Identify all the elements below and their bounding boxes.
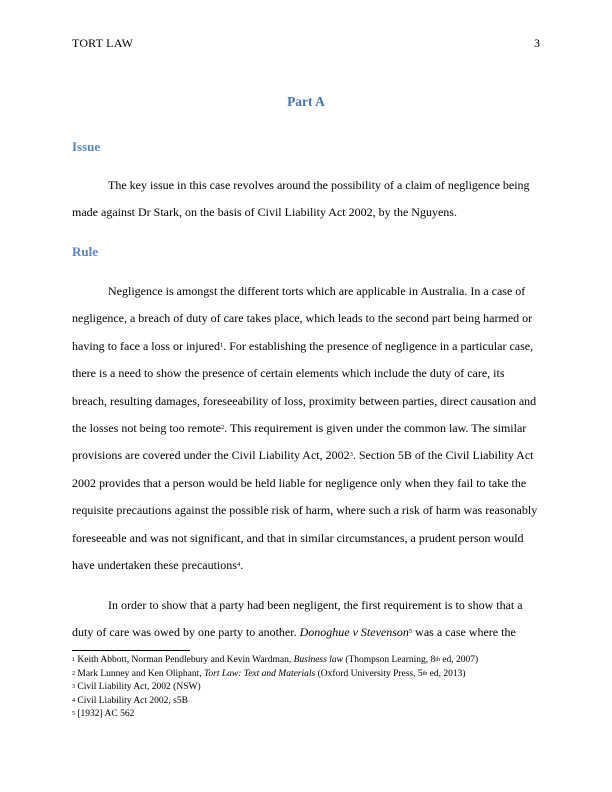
footnote-3 [72, 681, 540, 695]
text-run: . [240, 558, 244, 573]
rule-paragraph-2 [72, 592, 540, 647]
footnote-5 [72, 708, 540, 722]
footnote-text: Mark Lunney and Ken Oliphant, [75, 668, 205, 679]
footnote-1 [72, 654, 540, 668]
text-run: having to face a loss or injured [72, 338, 220, 353]
text-line [72, 552, 540, 579]
footnote-ref-5[interactable]: 5 [408, 628, 413, 636]
text-run: provisions are covered under the Civil Liability Act, 2002 [72, 448, 350, 463]
issue-heading: Issue [72, 139, 101, 154]
text-run: . This requirement is given under the common law. The similar [224, 421, 527, 436]
footnote-number: 4 [72, 697, 75, 704]
footnote-ref-1[interactable]: 1 [219, 341, 224, 349]
text-run: was a case where the [412, 625, 516, 640]
text-line [72, 619, 540, 646]
rule-heading: Rule [72, 244, 98, 259]
footnote-text: Keith Abbott, Norman Pendlebury and Kevin Wardman, [75, 655, 294, 665]
text-run: have undertaken these precautions [72, 558, 237, 573]
footnote-number: 5 [72, 711, 75, 718]
text-line [72, 442, 540, 469]
text-run: duty of care was owed by one party to another. [72, 625, 300, 640]
footnote-separator [72, 650, 190, 651]
footnote-text: [1932] AC 562 [75, 709, 135, 720]
text-line: requisite precautions against the possible risk of harm, where such a risk of harm was reasonably [72, 503, 538, 518]
text-line: breach, resulting damages, foreseeability of loss, proximity between parties, direct causation and [72, 393, 537, 408]
footnote-text: Civil Liability Act 2002, s5B [75, 695, 188, 706]
footnote-number: 3 [72, 684, 75, 691]
footnote-ref-2[interactable]: 2 [220, 424, 225, 432]
footnote-text: ed, 2013) [427, 668, 466, 679]
text-line: made against Dr Stark, on the basis of Civil Liability Act 2002, by the Nguyens. [72, 205, 457, 220]
footnote-number: 2 [72, 670, 75, 677]
footnote-title: Tort Law: Text and Materials [204, 668, 316, 679]
page-number: 3 [534, 36, 540, 50]
text-line: Negligence is amongst the different torts which are applicable in Australia. In a case of [108, 284, 526, 298]
footnote-ref-4[interactable]: 4 [236, 561, 241, 569]
text-line: foreseeable and was not significant, and that in similar circumstances, a prudent person would [72, 530, 524, 545]
part-title: Part A [287, 94, 325, 109]
text-line: The key issue in this case revolves around the possibility of a claim of negligence being [108, 178, 530, 192]
running-head: TORT LAW [72, 36, 134, 50]
text-line: 2002 provides that a person would be held liable for negligence only when they fail to take the [72, 475, 527, 490]
footnotes [72, 654, 540, 722]
footnote-ref-3[interactable]: 3 [349, 451, 353, 459]
issue-paragraph [72, 172, 540, 227]
footnote-2 [72, 668, 540, 682]
footnote-text: (Oxford University Press, 5 [315, 668, 423, 679]
footnote-text: (Thompson Learning, 8 [342, 655, 436, 665]
footnote-number: 1 [72, 657, 75, 663]
text-line [72, 333, 540, 360]
text-line [72, 415, 540, 442]
case-name: Donoghue v Stevenson [299, 625, 409, 640]
footnote-text: Civil Liability Act, 2002 (NSW) [75, 682, 201, 693]
text-line: there is a need to show the presence of certain elements which include the duty of care, its [72, 366, 505, 381]
ordinal-suffix: th [422, 670, 428, 677]
text-run: . Section 5B of the Civil Liability Act [352, 448, 534, 463]
text-run: the losses not being too remote [72, 421, 221, 436]
ordinal-suffix: th [435, 657, 440, 663]
text-line: In order to show that a party had been negligent, the first requirement is to show that a [108, 598, 523, 612]
text-line: negligence, a breach of duty of care takes place, which leads to the second part being harmed or [72, 311, 533, 326]
rule-paragraph-1 [72, 278, 540, 579]
footnote-title: Business law [293, 655, 343, 665]
text-run: . For establishing the presence of negligence in a particular case, [223, 338, 534, 353]
footnote-text: ed, 2007) [439, 655, 479, 665]
footnote-4 [72, 695, 540, 709]
